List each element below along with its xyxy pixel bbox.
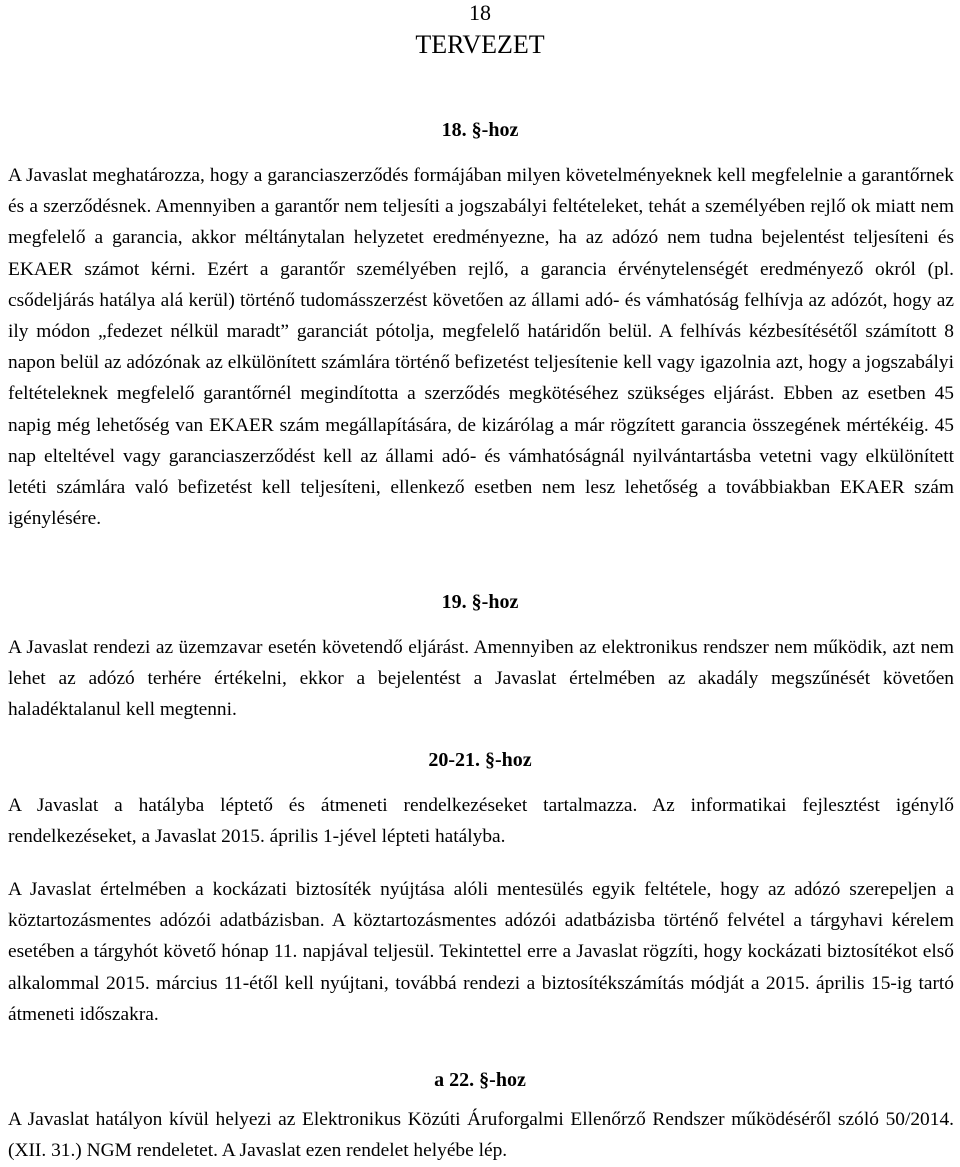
section-18-paragraph: A Javaslat meghatározza, hogy a garanciaszerződés formájában milyen követelményeknek kell megfelelnie a garantőrnek és a szerződésnek. Amennyiben a garantőr nem teljesíti a jogszabályi feltételeket, tehát a személyében rejlő ok miatt nem megfelelő a garancia, akkor méltánytalan helyzetet eredményezne, ha az adózó nem tudna bejelentést teljesíteni és EKAER számot kérni. Ezért a garantőr személyében rejlő, a garancia érvénytelenségét eredményező okról (pl. csődeljárás hatálya alá kerül) történő tudomásszerzést követően az állami adó- és vámhatóság felhívja az adózót, hogy az ily módon „fedezet nélkül maradt” garanciát pótolja, megfelelő határidőn belül. A felhívás kézbesítésétől számított 8 napon belül az adózónak az elkülönített számlára történő befizetést teljesítenie kell vagy igazolnia azt, hogy a jogszabályi feltételeknek megfelelő garantőrnél megindította a szerződés megkötéséhez szükséges eljárást. Ebben az esetben 45 napig még lehetőség van EKAER szám megállapítására, de kizárólag a már rögzített garancia összegének mértékéig. 45 nap elteltével vagy garanciaszerződést kell az állami adó- és vámhatóságnál nyilvántartásba vetetni vagy elkülönített letéti számlára való befizetést kell teljesíteni, ellenkező esetben nem lesz lehetőség a továbbiakban EKAER szám igénylésére. [8,165,954,530]
section-20-21-paragraph-1: A Javaslat a hatályba léptető és átmeneti rendelkezéseket tartalmazza. Az informatikai fejlesztést igénylő rendelkezéseket, a Javaslat 2015. április 1-jével lépteti hatályba. [8,795,954,848]
section-heading-18: 18. §-hoz [441,119,519,141]
page-number: 18 [469,0,491,25]
section-22-paragraph: A Javaslat hatályon kívül helyezi az Elektronikus Közúti Áruforgalmi Ellenőrző Rendszer működéséről szóló 50/2014. (XII. 31.) NGM rendeletet. A Javaslat ezen rendelet helyébe lép. [8,1109,954,1162]
section-heading-19: 19. §-hoz [441,591,519,613]
section-20-21-paragraph-2: A Javaslat értelmében a kockázati biztosíték nyújtása alóli mentesülés egyik feltétele, hogy az adózó szerepeljen a köztartozásmentes adózói adatbázisban. A köztartozásmentes adózói adatbázisba történő felvétel a tárgyhavi kérelem esetében a tárgyhót követő hónap 11. napjával teljesül. Tekintettel erre a Javaslat rögzíti, hogy kockázati biztosítékot első alkalommal 2015. március 11-étől kell nyújtani, továbbá rendezi a biztosítékszámítás módját a 2015. április 15-ig tartó átmeneti időszakra. [8,879,954,1025]
draft-label: TERVEZET [415,30,545,59]
section-heading-20-21: 20-21. §-hoz [428,749,532,771]
section-19-paragraph: A Javaslat rendezi az üzemzavar esetén követendő eljárást. Amennyiben az elektronikus rendszer nem működik, azt nem lehet az adózó terhére értékelni, ekkor a bejelentést a Javaslat értelmében az akadály megszűnését követően haladéktalanul kell megtenni. [8,637,954,721]
section-heading-22: a 22. §-hoz [434,1069,526,1091]
